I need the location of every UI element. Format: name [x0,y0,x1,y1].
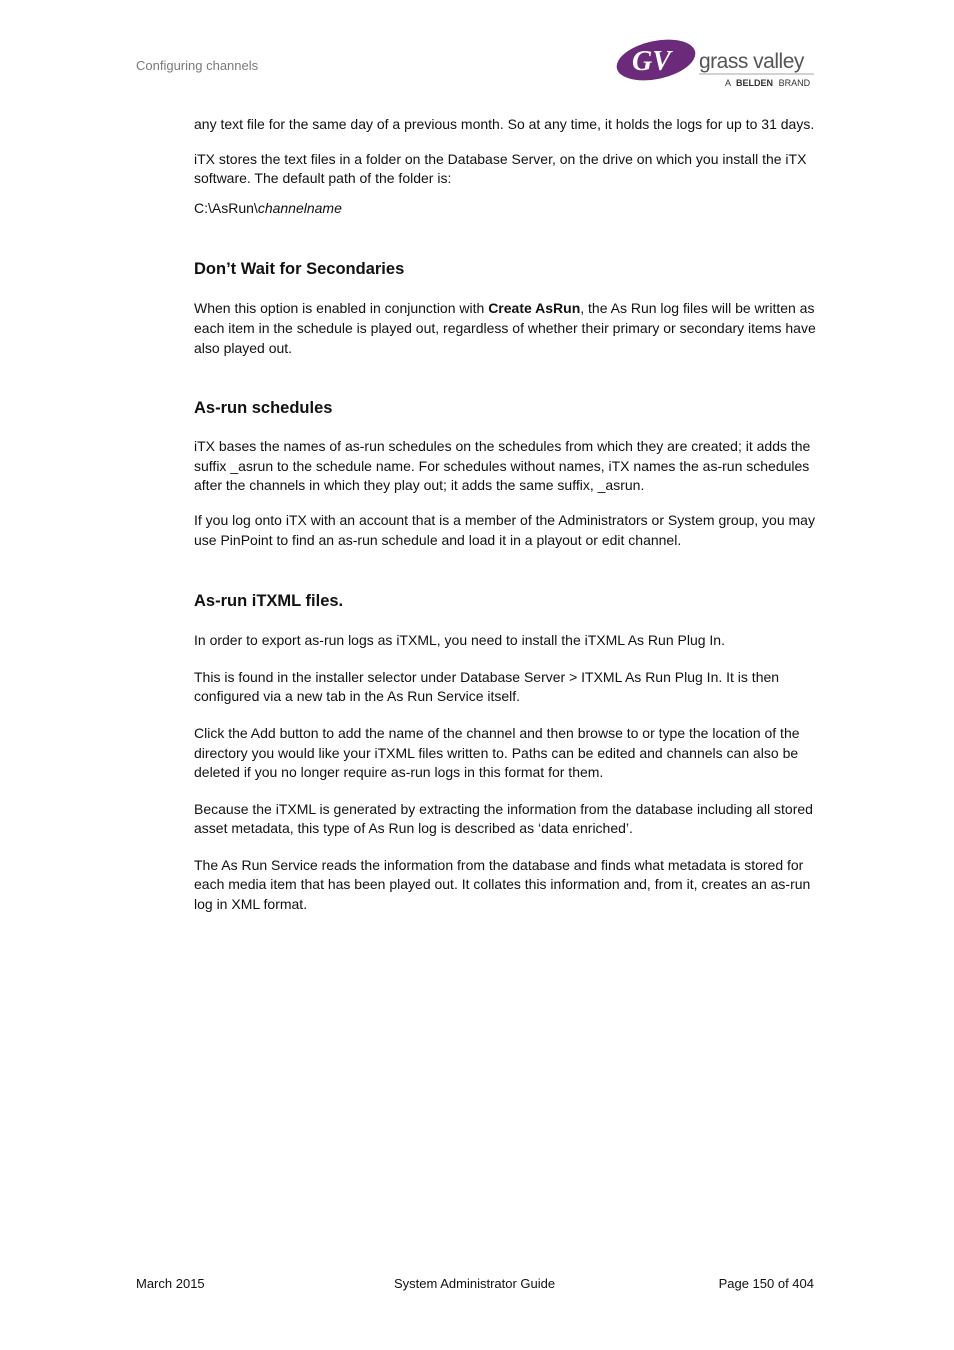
dont-wait-text-2: , the As Run log files will be written as each item in the schedule is played out, regardless of whether their primary or secondary items have also played out. [194,300,816,356]
itxml-paragraph-4: Because the iTXML is generated by extracting the information from the database including all stored asset metadata, this type of As Run log is described as ‘data enriched’. [194,800,813,837]
logo-tagline-suffix: BRAND [778,78,811,88]
svg-text:A BELDEN BRAND [725,78,811,88]
itxml-paragraph-5: The As Run Service reads the information from the database and finds what metadata is stored for each media item that has been played out. It collates this information and, from it, creates an as-run log in XML format. [194,856,811,913]
heading-as-run-schedules: As-run schedules [194,399,333,418]
intro-paragraph-2: iTX stores the text files in a folder on the Database Server, on the drive on which you install the iTX software. The default path of the folder is: [194,150,807,187]
itxml-paragraph-3: Click the Add button to add the name of the channel and then browse to or type the location of the directory you would like your iTXML files written to. Paths can be edited and channels can also be deleted if you no longer require as-run logs in this format for them. [194,724,800,781]
heading-as-run-itxml: As-run iTXML files. [194,592,344,611]
footer-doc-title: System Administrator Guide [394,1276,556,1291]
logo-brand: grass valley [699,50,804,73]
footer-page-number: Page 150 of 404 [718,1276,814,1291]
dont-wait-paragraph [194,299,820,358]
path-variable: channelname [257,199,342,216]
footer-date: March 2015 [136,1276,205,1291]
create-asrun-bold: Create AsRun [488,300,581,317]
as-run-schedules-paragraph-2: If you log onto iTX with an account that is a member of the Administrators or System group, you may use PinPoint to find an as-run schedule and load it in a playout or edit channel. [194,511,815,548]
intro-paragraph-1: any text file for the same day of a previous month. So at any time, it holds the logs for up to 31 days. [194,116,815,132]
itxml-paragraph-2: This is found in the installer selector under Database Server > ITXML As Run Plug In. It is then configured via a new tab in the As Run Service itself. [194,668,780,705]
logo-tagline-prefix: A [725,78,731,88]
itxml-paragraph-1: In order to export as-run logs as iTXML, you need to install the iTXML As Run Plug In. [194,632,725,649]
default-path [194,199,820,219]
svg-text:GV: GV [632,46,671,77]
as-run-schedules-paragraph-1: iTX bases the names of as-run schedules on the schedules from which they are created; it adds the suffix _asrun to the schedule name. For schedules without names, iTX names the as-run schedules after the channels in which they play out; it adds the same suffix, _asrun. [194,438,811,494]
heading-dont-wait: Don’t Wait for Secondaries [194,260,405,279]
dont-wait-text-1: When this option is enabled in conjunction with [194,300,489,317]
path-prefix: C:\AsRun\ [194,199,258,216]
page-body [194,115,820,915]
logo-tagline-strong: BELDEN [736,78,774,88]
grass-valley-logo [616,38,816,90]
running-header-section: Configuring channels [136,58,259,73]
